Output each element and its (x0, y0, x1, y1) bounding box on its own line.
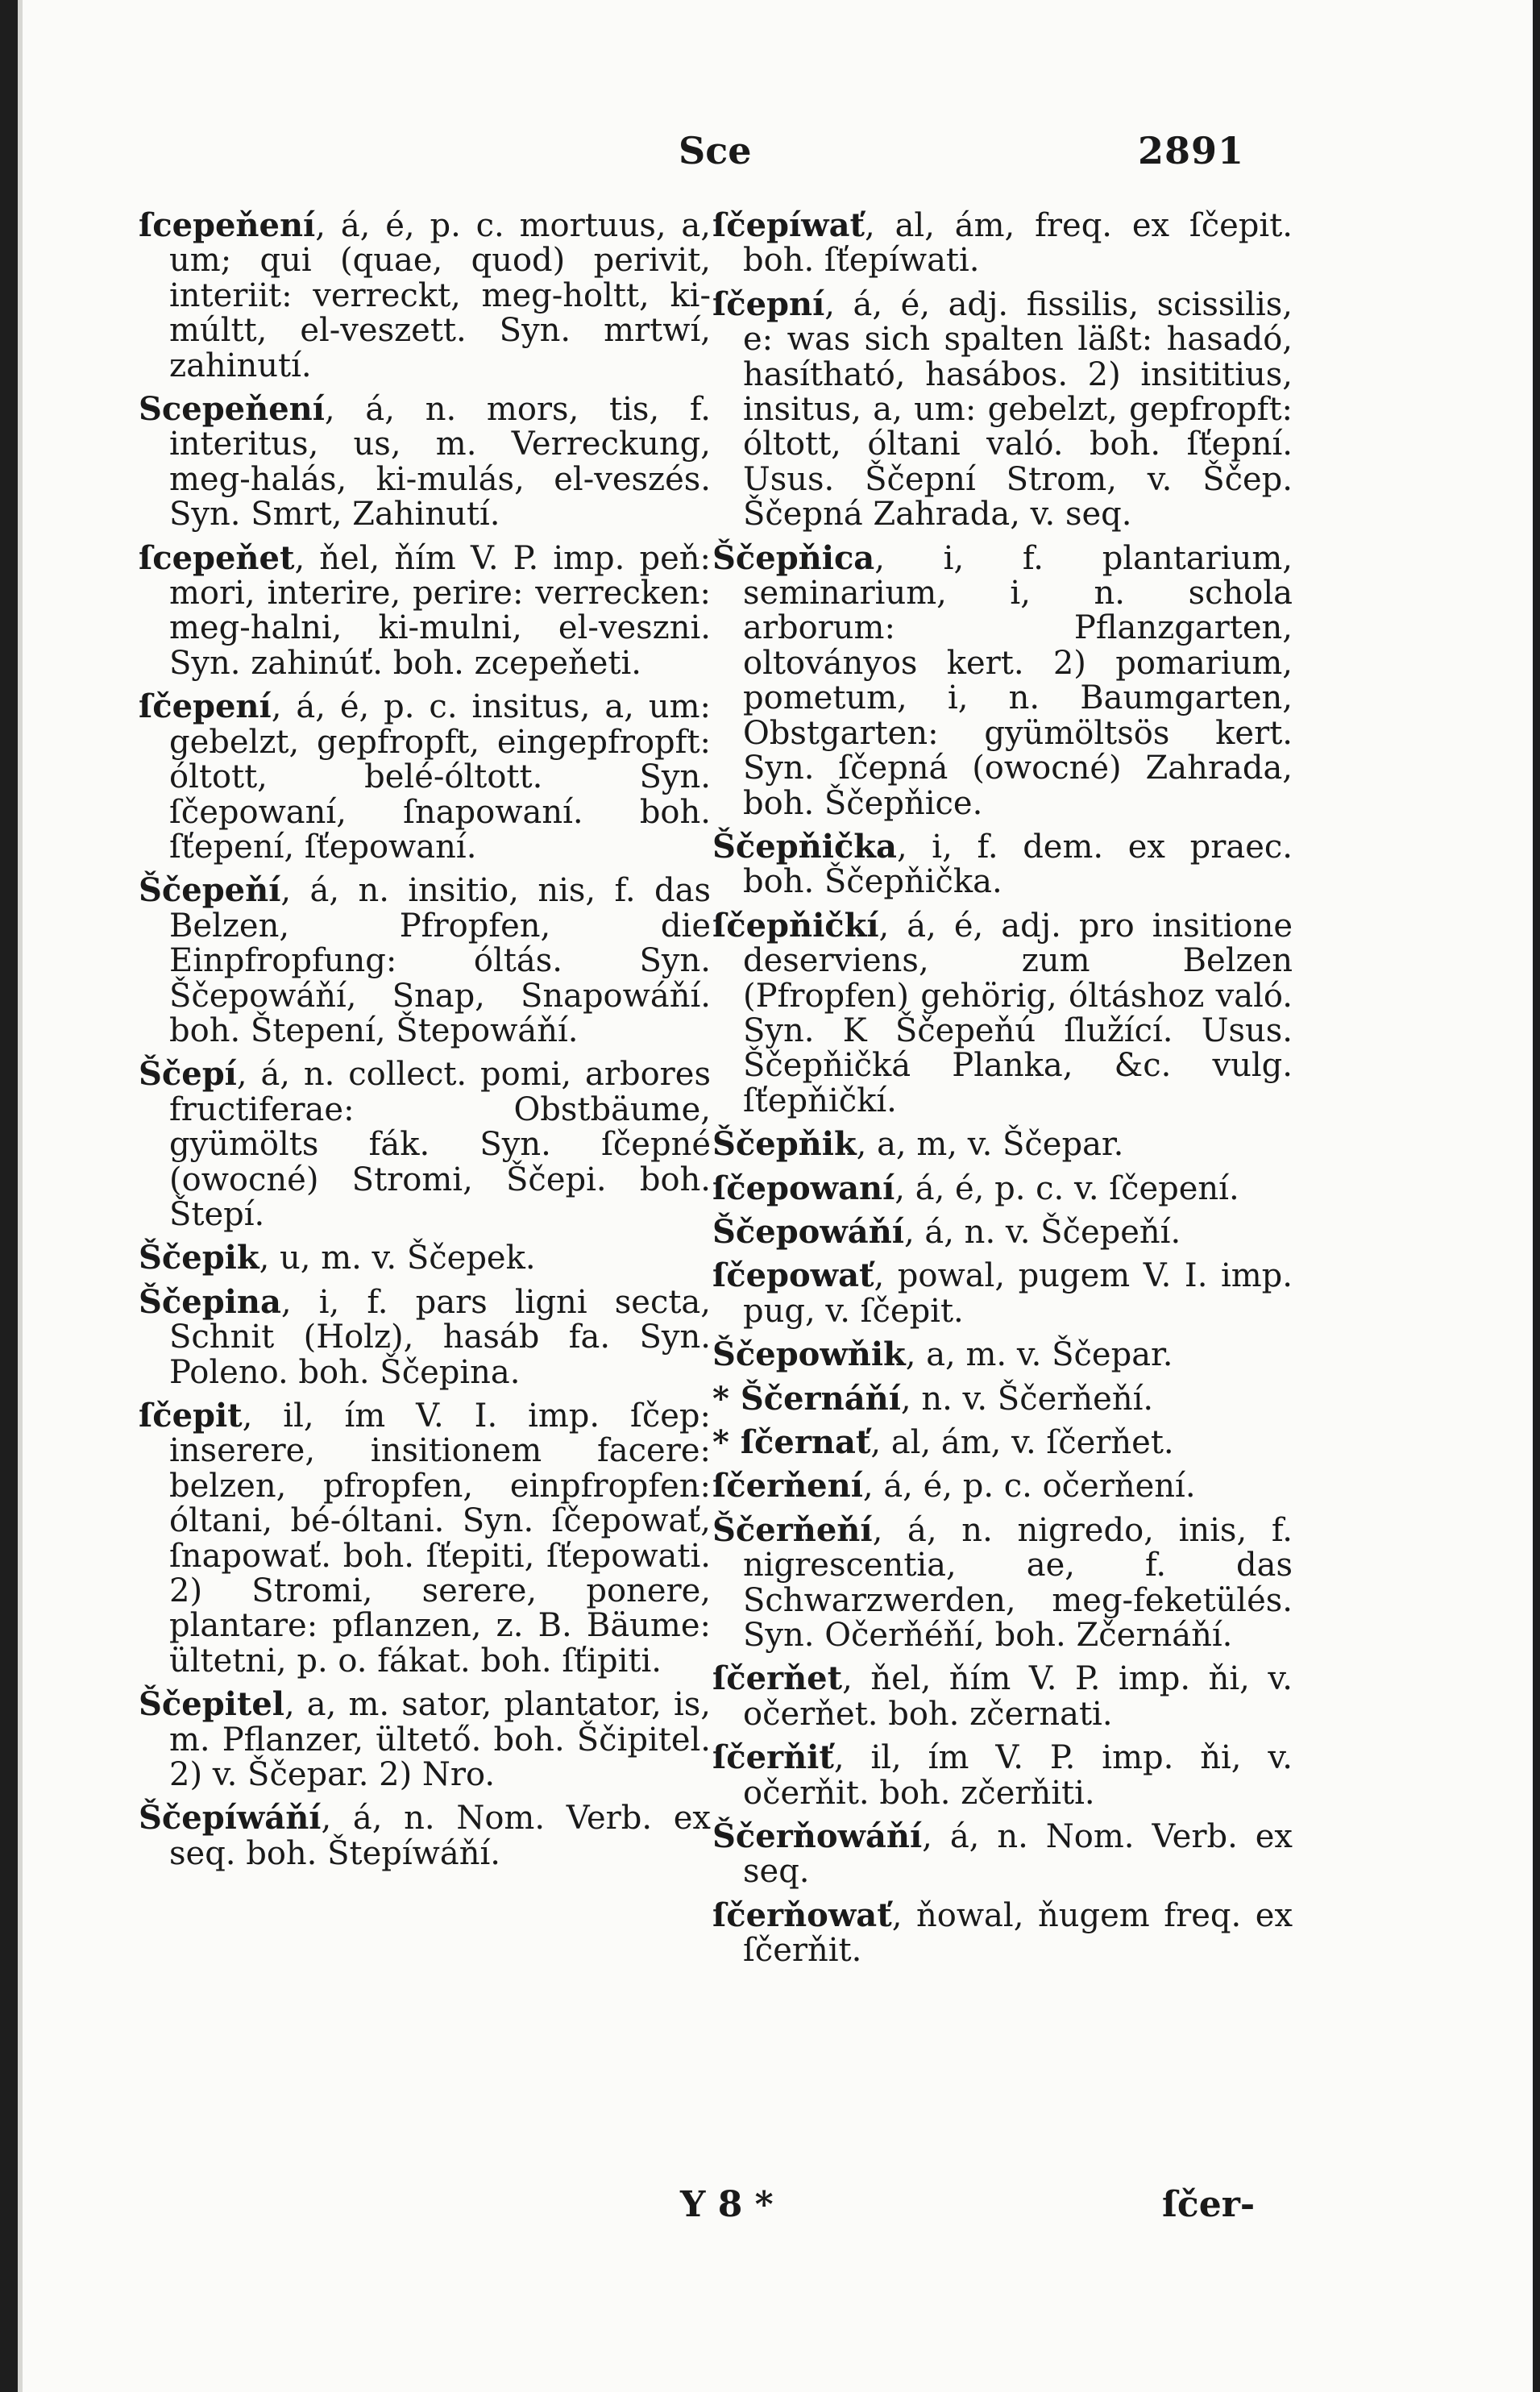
entry-headword: Ščepíwáňí (139, 1799, 322, 1838)
entry-definition: , á, é, p. c. v. ſčepení. (895, 1169, 1239, 1207)
entry-headword: Ščepňica (712, 538, 875, 577)
dictionary-entry (139, 1240, 711, 1276)
dictionary-page (18, 0, 1533, 2392)
page-header (18, 121, 1533, 177)
catchword: ſčer- (1162, 2184, 1256, 2225)
entry-definition: , á, é, p. c. očerňení. (862, 1468, 1196, 1505)
entry-headword: ſčepíwať (712, 206, 865, 244)
entry-headword: ſčepní (712, 284, 825, 323)
entry-definition: , á, é, adj. pro insitione deserviens, zum Belzen (Pfropfen) gehörig, óltáshoz való. Syn. K Ščepeňú ſlužící. Usus. Ščepňičká Planka, &c. vulg. ſťepňičkí. (743, 907, 1293, 1119)
entry-headword: Ščepeňí (139, 871, 281, 910)
entry-headword: ſcepeňení (139, 206, 316, 244)
dictionary-entry (712, 1819, 1293, 1890)
signature-mark: Y 8 * (680, 2184, 774, 2225)
dictionary-entry (712, 1212, 1293, 1251)
page-footer (18, 2184, 1533, 2240)
dictionary-entry (139, 1398, 711, 1679)
entry-headword: ſcepeňet (139, 538, 295, 577)
dictionary-entry (712, 1258, 1293, 1329)
dictionary-entry (139, 1057, 711, 1232)
entry-definition: , il, ím V. I. imp. ſčep: inserere, insitionem facere: belzen, pfropfen, einpfropfen: óltani, bé-óltani. Syn. ſčepowať, ſnapowať. boh. ſťepiti, ſťepowati. 2) Stromi, serere, ponere, plantare: pflanzen, z. B. Bäume: ültetni, p. o. fákat. boh. ſťipiti. (169, 1397, 711, 1680)
dictionary-entry (139, 1800, 711, 1871)
dictionary-entry (712, 1425, 1293, 1460)
entry-definition: , á, n. Nom. Verb. ex seq. boh. Štepíwáňí. (169, 1800, 711, 1872)
entry-headword: Ščepí (139, 1055, 237, 1094)
entry-headword: Ščepňik (712, 1125, 857, 1164)
entry-definition: , á, é, p. c. insitus, a, um: gebelzt, gepfropft, eingepfropft: óltott, belé-óltott. Syn. ſčepowaní, ſnapowaní. boh. ſťepení, ſťepowaní. (169, 688, 711, 866)
entry-headword: ſčepňičkí (712, 906, 879, 945)
right-column (712, 208, 1293, 1977)
entry-headword: Ščepňička (712, 827, 897, 866)
dictionary-entry (712, 284, 1293, 534)
left-column (139, 208, 711, 1879)
entry-definition: , n. v. Ščerňeňí. (900, 1380, 1154, 1418)
dictionary-entry (712, 208, 1293, 279)
entry-headword: Ščepik (139, 1239, 259, 1277)
entry-headword: ſčepit (139, 1397, 243, 1435)
entry-definition: , á, n. v. Ščepeňí. (903, 1213, 1181, 1251)
entry-headword: ſčepení (139, 687, 272, 726)
entry-definition: , ňowal, ňugem freq. ex ſčerňit. (743, 1896, 1293, 1970)
dictionary-entry (712, 538, 1293, 822)
dictionary-entry (712, 908, 1293, 1119)
dictionary-entry (139, 873, 711, 1049)
entry-headword: Ščerňowáňí (712, 1817, 923, 1856)
dictionary-entry (712, 1740, 1293, 1811)
entry-headword: ſčerňení (712, 1467, 863, 1505)
dictionary-entry (712, 1337, 1293, 1372)
dictionary-entry (712, 1510, 1293, 1655)
dictionary-entry (139, 689, 711, 865)
entry-headword: * ſčernať (712, 1423, 871, 1461)
dictionary-entry (712, 1661, 1293, 1732)
entry-headword: ſčepowať (712, 1256, 874, 1295)
entry-headword: ſčerňowať (712, 1896, 892, 1934)
entry-definition: , al, ám, freq. ex ſčepit. boh. ſťepíwati. (743, 207, 1293, 280)
entry-definition: , i, f. plantarium, seminarium, i, n. schola arborum: Pflanzgarten, oltoványos kert. 2) pomarium, pometum, i, n. Baumgarten, Obstgarten: gyümöltsös kert. Syn. ſčepná (owocné) Zahrada, boh. Ščepňice. (743, 539, 1293, 822)
entry-headword: * Ščernáňí (712, 1379, 901, 1418)
entry-definition: , á, é, p. c. mortuus, a, um; qui (quae, quod) perivit, interiit: verreckt, meg-holtt, ki-múltt, el-veszett. Syn. mrtwí, zahinutí. (169, 207, 711, 384)
entry-definition: , powal, pugem V. I. imp. pug, v. ſčepit. (743, 1257, 1293, 1330)
entry-headword: Ščepina (139, 1282, 281, 1321)
entry-definition: , a, m. v. Ščepar. (905, 1336, 1173, 1374)
dictionary-entry (139, 392, 711, 533)
entry-headword: Ščepitel (139, 1685, 284, 1724)
entry-definition: , á, n. mors, tis, f. interitus, us, m. Verreckung, meg-halás, ki-mulás, el-veszés. Syn. Smrt, Zahinutí. (169, 391, 711, 534)
entry-headword: Scepeňení (139, 390, 325, 429)
page-number: 2891 (1138, 129, 1245, 172)
entry-headword: Ščerňeňí (712, 1510, 873, 1549)
entry-definition: , a, m. sator, plantator, is, m. Pflanzer, ültető. boh. Ščipitel. 2) v. Ščepar. 2) Nro. (169, 1686, 711, 1794)
entry-definition: , u, m. v. Ščepek. (259, 1240, 536, 1277)
entry-definition: , á, n. insitio, nis, f. das Belzen, Pfropfen, die Einpfropfung: óltás. Syn. Ščepowáňí, Snap, Snapowáňí. boh. Štepení, Štepowáňí. (169, 872, 711, 1049)
running-head: Sce (679, 129, 752, 172)
page-spine (18, 0, 23, 2392)
entry-definition: , a, m, v. Ščepar. (856, 1126, 1124, 1164)
entry-headword: Ščepowáňí (712, 1212, 904, 1251)
entry-definition: , ňel, ňím V. P. imp. ňi, v. očerňet. boh. zčernati. (743, 1660, 1293, 1733)
dictionary-entry (712, 1127, 1293, 1162)
entry-definition: , il, ím V. P. imp. ňi, v. očerňit. boh. zčerňiti. (743, 1739, 1293, 1812)
dictionary-entry (139, 1687, 711, 1792)
dictionary-entry (712, 1898, 1293, 1969)
entry-headword: Ščepowňik (712, 1335, 906, 1374)
entry-headword: ſčerňet (712, 1659, 843, 1698)
entry-definition: , ňel, ňím V. P. imp. peň: mori, interire, perire: verrecken: meg-halni, ki-mulni, el-veszni. Syn. zahinúť. boh. zcepeňeti. (169, 539, 711, 682)
entry-definition: , i, f. dem. ex praec. boh. Ščepňička. (743, 828, 1293, 901)
entry-headword: ſčerňiť (712, 1738, 834, 1777)
dictionary-entry (139, 208, 711, 384)
entry-definition: , al, ám, v. ſčerňet. (870, 1424, 1174, 1461)
dictionary-entry (139, 538, 711, 682)
entry-headword: ſčepowaní (712, 1169, 895, 1207)
entry-definition: , á, n. Nom. Verb. ex seq. (743, 1818, 1293, 1891)
dictionary-entry (712, 829, 1293, 900)
dictionary-entry (139, 1282, 711, 1391)
entry-definition: , á, é, adj. fissilis, scissilis, e: was sich spalten läßt: hasadó, hasítható, hasábos. 2) insititius, insitus, a, um: gebelzt, gepfropft: óltott, óltani való. boh. ſťepní. Usus. Ščepní Strom, v. Ščep. Ščepná Zahrada, v. seq. (743, 285, 1293, 534)
entry-definition: , i, f. pars ligni secta, Schnit (Holz), hasáb fa. Syn. Poleno. boh. Ščepina. (169, 1283, 711, 1391)
dictionary-entry (712, 1171, 1293, 1206)
entry-definition: , á, n. collect. pomi, arbores fructiferae: Obstbäume, gyümölts fák. Syn. ſčepné (owocné) Stromi, Ščepi. boh. Štepí. (169, 1056, 711, 1233)
entry-definition: , á, n. nigredo, inis, f. nigrescentia, ae, f. das Schwarzwerden, meg-feketülés. Syn. Očerňéňí, boh. Zčernáňí. (743, 1511, 1293, 1655)
dictionary-entry (712, 1468, 1293, 1504)
dictionary-entry (712, 1381, 1293, 1417)
